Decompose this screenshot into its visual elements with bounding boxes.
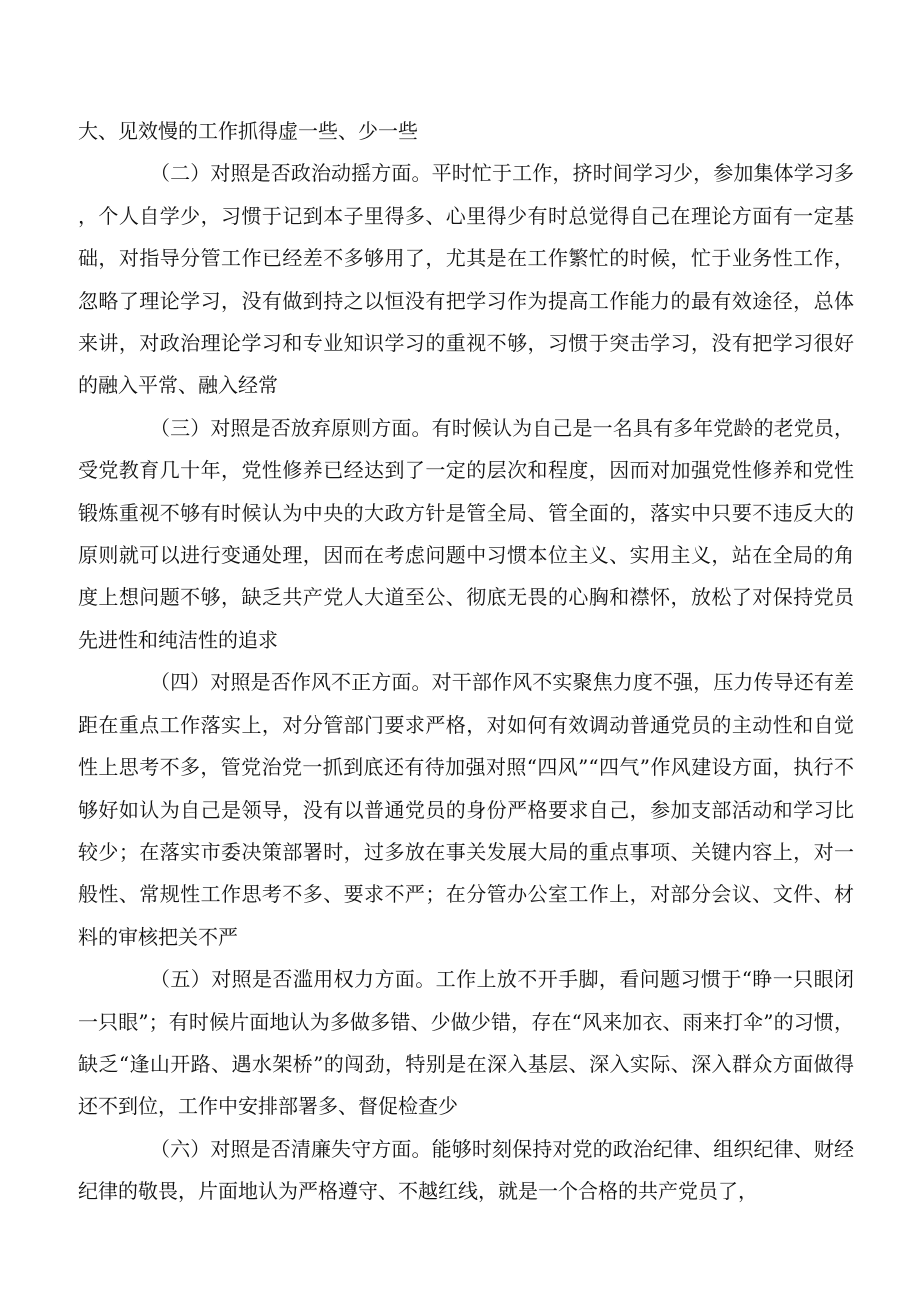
paragraph-political-stance: （二）对照是否政治动摇方面。平时忙于工作，挤时间学习少，参加集体学习多，个人自学少，习惯于记到本子里得多、心里得少有时总觉得自己在理论方面有一定基础，对指导分管工作已经差不多够用了，尤其是在工作繁忙的时候，忙于业务性工作，忽略了理论学习，没有做到持之以恒没有把学习作为提高工作能力的最有效途径，总体来讲，对政治理论学习和专业知识学习的重视不够，习惯于突击学习，没有把学习很好的融入平常、融入经常 [78,161,854,398]
paragraph-power-use: （五）对照是否滥用权力方面。工作上放不开手脚，看问题习惯于“睁一只眼闭一只眼”；有时候片面地认为多做多错、少做少错，存在“风来加衣、雨来打伞”的习惯，缺乏“逢山开路、遇水架桥”的闯劲，特别是在深入基层、深入实际、深入群众方面做得还不到位，工作中安排部署多、督促检查少 [78,967,854,1119]
paragraph-principles: （三）对照是否放弃原则方面。有时候认为自己是一名具有多年党龄的老党员，受党教育几十年，党性修养已经达到了一定的层次和程度，因而对加强党性修养和党性锻炼重视不够有时候认为中央的大政方针是管全局、管全面的，落实中只要不违反大的原则就可以进行变通处理，因而在考虑问题中习惯本位主义、实用主义，站在全局的角度上想问题不够，缺乏共产党人大道至公、彻底无畏的心胸和襟怀，放松了对保持党员先进性和纯洁性的追求 [78,415,854,652]
paragraph-work-style: （四）对照是否作风不正方面。对干部作风不实聚焦力度不强，压力传导还有差距在重点工作落实上，对分管部门要求严格，对如何有效调动普通党员的主动性和自觉性上思考不多，管党治党一抓到底还有待加强对照“四风”“四气”作风建设方面，执行不够好如认为自己是领导，没有以普通党员的身份严格要求自己，参加支部活动和学习比较少；在落实市委决策部署时，过多放在事关发展大局的重点事项、关键内容上，对一般性、常规性工作思考不多、要求不严；在分管办公室工作上，对部分会议、文件、材料的审核把关不严 [78,670,854,949]
paragraph-continuation: 大、见效慢的工作抓得虚一些、少一些 [78,119,418,143]
document-body [78,110,854,1213]
paragraph-integrity: （六）对照是否清廉失守方面。能够时刻保持对党的政治纪律、组织纪律、财经纪律的敬畏，片面地认为严格遵守、不越红线，就是一个合格的共产党员了， [78,1136,854,1204]
